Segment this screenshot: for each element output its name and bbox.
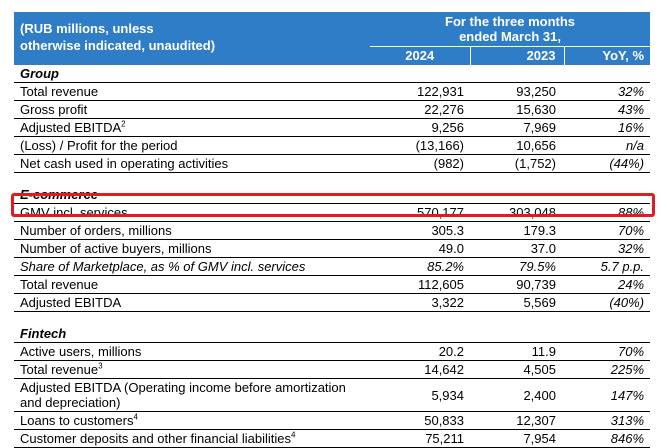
section-title: Fintech — [14, 325, 650, 343]
section-title: E-commerce — [14, 186, 650, 204]
period-header — [370, 12, 650, 47]
section-title: Group — [14, 65, 650, 83]
table-row-gmv-highlighted — [14, 204, 650, 222]
value-2024: 9,256 — [370, 119, 470, 137]
table-row — [14, 276, 650, 294]
row-label: (Loss) / Profit for the period — [14, 137, 370, 155]
row-label: Adjusted EBITDA (Operating income before amortization and depreciation) — [14, 379, 370, 412]
row-label: Adjusted EBITDA$^2$ — [14, 119, 370, 137]
footnote-marker: 4 — [290, 430, 296, 440]
row-label: Loans to customers$^4$ — [14, 412, 370, 430]
value-2023: 5,569 — [470, 294, 564, 312]
table-row — [14, 155, 650, 173]
column-header-yoy: YoY, % — [564, 47, 650, 66]
value-2024: 112,605 — [370, 276, 470, 294]
section-spacer — [14, 173, 650, 187]
value-2024: 75,211 — [370, 430, 470, 448]
row-label: Number of orders, millions — [14, 222, 370, 240]
value-2023: 79.5% — [470, 258, 564, 276]
value-2024: 570,177 — [370, 204, 470, 222]
value-yoy: 88% — [564, 204, 650, 222]
row-label: Total revenue$^3$ — [14, 361, 370, 379]
value-yoy: (40%) — [564, 294, 650, 312]
row-label: Net cash used in operating activities — [14, 155, 370, 173]
section-header-group — [14, 65, 650, 83]
value-2023: 10,656 — [470, 137, 564, 155]
value-2023: 2,400 — [470, 379, 564, 412]
footnote-marker: 3 — [98, 361, 103, 371]
row-label: Total revenue — [14, 83, 370, 101]
value-yoy: 16% — [564, 119, 650, 137]
value-2024: 20.2 — [370, 343, 470, 361]
table-row — [14, 361, 650, 379]
value-2023: (1,752) — [470, 155, 564, 173]
table-row — [14, 430, 650, 448]
value-2023: 12,307 — [470, 412, 564, 430]
table-row — [14, 343, 650, 361]
value-2023: 15,630 — [470, 101, 564, 119]
value-yoy: 225% — [564, 361, 650, 379]
value-2023: 4,505 — [470, 361, 564, 379]
units-note-header — [14, 12, 370, 65]
value-yoy: 5.7 p.p. — [564, 258, 650, 276]
row-label: Active users, millions — [14, 343, 370, 361]
period-line2: ended March 31, — [459, 29, 561, 44]
value-yoy: 43% — [564, 101, 650, 119]
row-label: Gross profit — [14, 101, 370, 119]
table-row — [14, 137, 650, 155]
value-2023: 37.0 — [470, 240, 564, 258]
units-note-line2: otherwise indicated, unaudited) — [20, 38, 216, 53]
value-2023: 90,739 — [470, 276, 564, 294]
value-2024: (982) — [370, 155, 470, 173]
table-row — [14, 222, 650, 240]
table-row — [14, 258, 650, 276]
value-2024: 85.2% — [370, 258, 470, 276]
table-header-row — [14, 12, 650, 47]
table-row — [14, 119, 650, 137]
value-2024: 14,642 — [370, 361, 470, 379]
value-yoy: n/a — [564, 137, 650, 155]
table-row — [14, 412, 650, 430]
column-header-2023: 2023 — [470, 47, 564, 66]
period-line1: For the three months — [445, 14, 576, 29]
value-2024: 305.3 — [370, 222, 470, 240]
section-spacer — [14, 312, 650, 326]
table-row — [14, 294, 650, 312]
table-row — [14, 101, 650, 119]
value-yoy: 70% — [564, 222, 650, 240]
value-2024: 3,322 — [370, 294, 470, 312]
value-yoy: 32% — [564, 83, 650, 101]
financial-table — [14, 12, 650, 448]
row-label: Share of Marketplace, as % of GMV incl. services — [14, 258, 370, 276]
value-yoy: (44%) — [564, 155, 650, 173]
value-yoy: 24% — [564, 276, 650, 294]
column-header-2024: 2024 — [370, 47, 470, 66]
value-yoy: 32% — [564, 240, 650, 258]
value-yoy: 147% — [564, 379, 650, 412]
value-2024: 50,833 — [370, 412, 470, 430]
value-2023: 179.3 — [470, 222, 564, 240]
value-yoy: 846% — [564, 430, 650, 448]
row-label: Customer deposits and other financial liabilities$^4$ — [14, 430, 370, 448]
units-note-line1: (RUB millions, unless — [20, 21, 154, 36]
row-label: Total revenue — [14, 276, 370, 294]
table-row — [14, 83, 650, 101]
value-2023: 7,969 — [470, 119, 564, 137]
section-header-fintech — [14, 325, 650, 343]
value-2024: (13,166) — [370, 137, 470, 155]
footnote-marker: 2 — [121, 119, 126, 129]
row-label: Number of active buyers, millions — [14, 240, 370, 258]
section-header-ecommerce — [14, 186, 650, 204]
value-2023: 11.9 — [470, 343, 564, 361]
footnote-marker: 4 — [133, 412, 138, 422]
value-2024: 5,934 — [370, 379, 470, 412]
value-2023: 303,048 — [470, 204, 564, 222]
table-row — [14, 379, 650, 412]
value-2023: 93,250 — [470, 83, 564, 101]
value-2024: 22,276 — [370, 101, 470, 119]
row-label: Adjusted EBITDA — [14, 294, 370, 312]
value-yoy: 313% — [564, 412, 650, 430]
value-2024: 122,931 — [370, 83, 470, 101]
value-2023: 7,954 — [470, 430, 564, 448]
value-yoy: 70% — [564, 343, 650, 361]
row-label: GMV incl. services — [14, 204, 370, 222]
value-2024: 49.0 — [370, 240, 470, 258]
table-row — [14, 240, 650, 258]
